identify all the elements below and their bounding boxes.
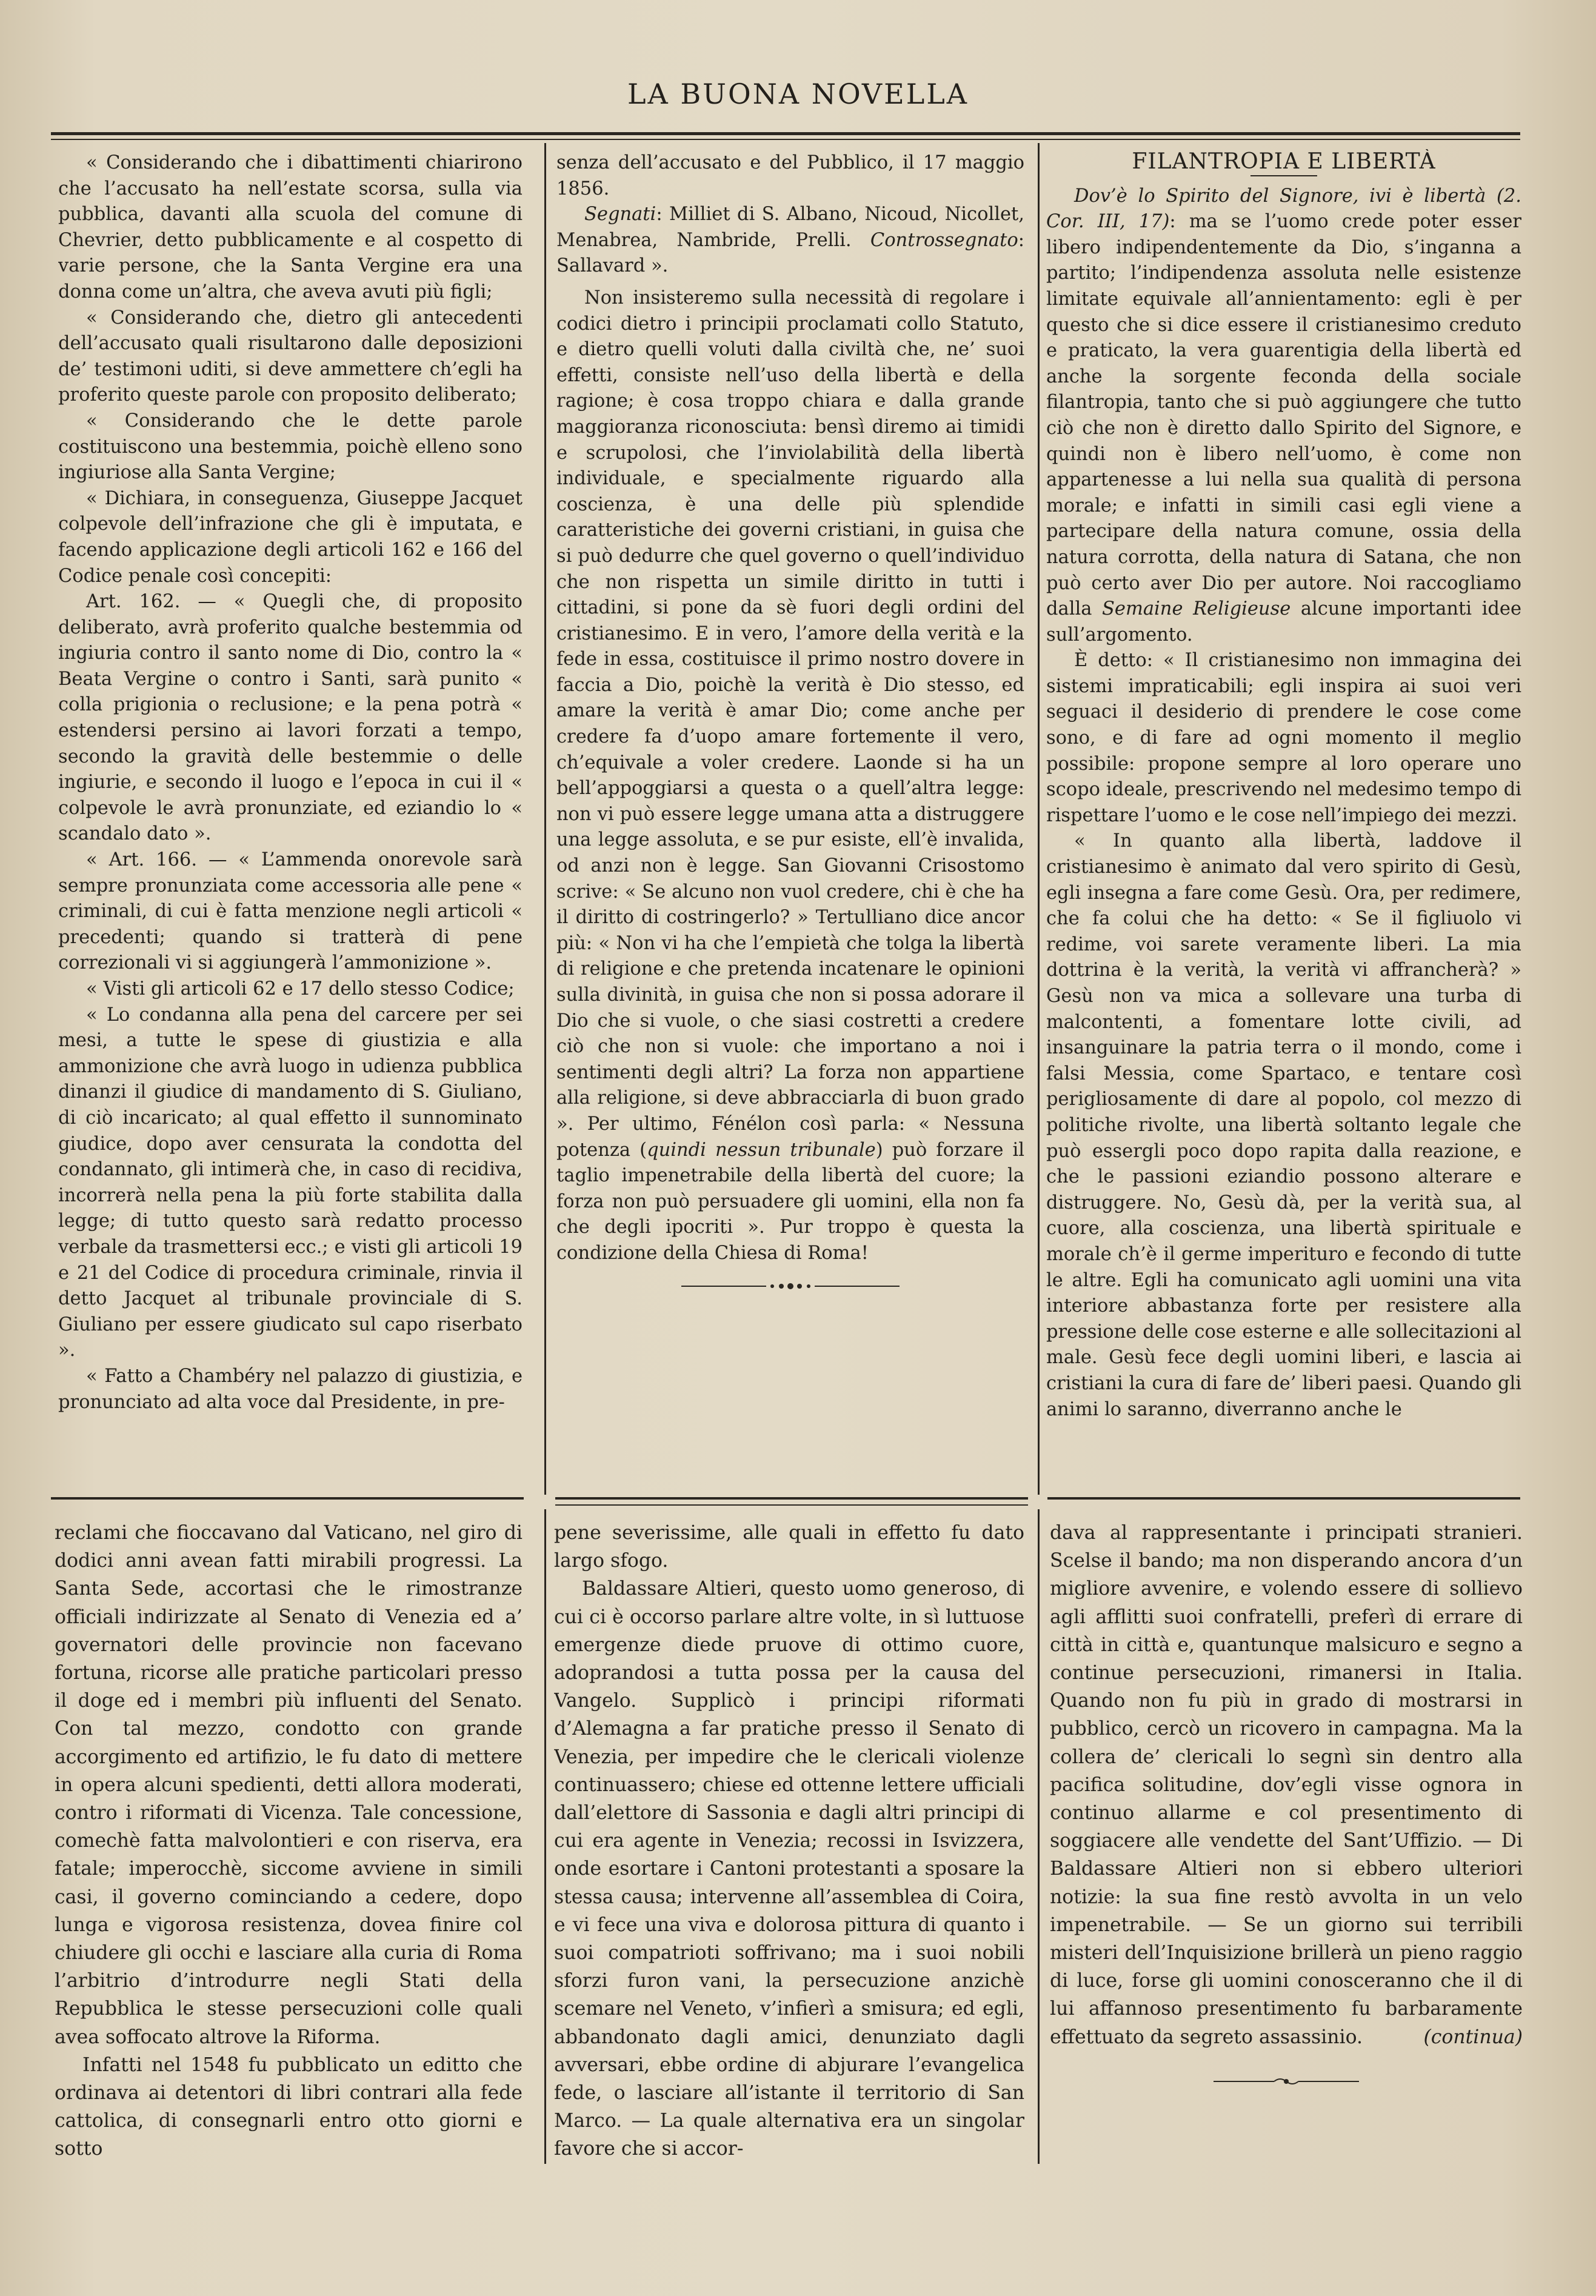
paragraph-text: : ma se l’uomo crede poter esser libero indipendentemente da Dio, s’inganna a partito; l’indipendenza assoluta nelle esistenze limitate equivale all’annientamento: egli è per questo che si dice essere il cristianesimo creduto e praticato, la vera guarentigia della libertà ed anche la sorgente feconda della sociale filantropia, tanto che si può aggiungere che tutto ciò che non è diretto dallo Spirito del Signore, e quindi non è libero nell’uomo, è come non appartenesse a lui nella sua qualità di persona morale; e infatti in simili casi egli viene a partecipare della natura comune, ossia della natura corrotta, della natura di Satana, che non può certo aver Dio per autore. Noi raccogliamo dalla xyxy=(1046,211,1521,620)
paragraph: pene severissime, alle quali in effetto fu dato largo sfogo. xyxy=(554,1522,1024,1572)
paragraph xyxy=(556,285,1024,1267)
paragraph-text: Non insisteremo sulla necessità di regolare i codici dietro i principii proclamati collo Statuto, e dietro quelli voluti dalla civiltà che, ne’ suoi effetti, consiste nell’uso della libertà e della ragione; è cosa troppo chiara e dalla grande maggioranza riconosciuta: bensì diremo ai timidi e scrupolosi, che l’inviolabilità della libertà individuale, e specialmente riguardo alla coscienza, è una delle più splendide caratteristiche dei governi cristiani, in guisa che si può dedurre che quel governo o quell’individuo che non rispetta un simile diritto in tutti i cittadini, si pone da sè fuori degli ordini del cristianesimo. E in vero, l’amore della verità e la fede in essa, costituisce il primo nostro dovere in faccia a Dio, poichè la verità è Dio stesso, ed amare la verità è amar Dio; come anche per credere fa d’uopo amare fortemente il vero, ch’equivale a voler credere. Laonde si ha un bell’appoggiarsi a questa o a quell’altra legge: non vi può essere legge umana atta a distruggere una legge assoluta, e se pur esiste, ell’è invalida, od anzi non è legge. San Giovanni Crisostomo scrive: « Se alcuno non vuol credere, chi è che ha il diritto di costringerlo? » Tertulliano dice ancor più: « Non vi ha che l’empietà che tolga la libertà di religione e che pretenda incatenare le opinioni sulla divinità, in guisa che non si possa adorare il Dio che si vuole, o che siasi costretti a credere ciò che non si vuole: che importano a noi i sentimenti degli altri? La forza non appartiene alla religione, si deve abbracciarla di buon grado ». Per ultimo, Fénélon così parla: « Nessuna potenza ( xyxy=(556,287,1024,1161)
ornament-divider xyxy=(681,1280,900,1292)
paragraph: « Art. 166. — « L’ammenda onorevole sarà sempre pronunziata come accessoria alle pene « criminali, di cui è fatta menzione negli articoli « precedenti; quando si tratterà di pene correzionali vi si aggiungerà l’ammonizione ». xyxy=(58,849,523,974)
lower-column-3 xyxy=(1050,1519,1523,2168)
paragraph: « Considerando che, dietro gli antecedenti dell’accusato quali risultarono dalle deposizioni de’ testimoni uditi, si deve ammettere ch’egli ha proferito queste parole con proposito deliberato; xyxy=(58,307,523,406)
ornament-end xyxy=(1214,2075,1359,2087)
header-rule-thin xyxy=(51,139,1520,140)
lower-column-1 xyxy=(55,1519,523,2168)
column-divider-2 xyxy=(1038,143,1040,1495)
section-rule-1 xyxy=(51,1497,524,1500)
paragraph: « Lo condanna alla pena del carcere per sei mesi, a tutte le spese di giustizia e alla ammonizione che avrà luogo in udienza pubblica dinanzi il giudice di mandamento di S. Giuliano, di ciò incaricato; al qual effetto il sunnominato giudice, dopo aver censurata la condotta del condannato, gli intimerà che, in caso di recidiva, incorrerà nella pena la più forte stabilita dalla legge; di tutto questo sarà redatto processo verbale da trasmettersi ecc.; e visti gli articoli 19 e 21 del Codice di procedura criminale, rinvia il detto Jacquet al tribunale provinciale di S. Giuliano per essere giudicato sul capo riserbato ». xyxy=(58,1004,523,1361)
paragraph: Art. 162. — « Quegli che, di proposito deliberato, avrà proferito qualche bestemmia od ingiuria contro il santo nome di Dio, contro la « Beata Vergine o contro i Santi, sarà punito « colla prigionia o reclusione; e la pena potrà « estendersi persino ai lavori forzati a tempo, secondo la gravità delle bestemmie o delle ingiurie, e secondo il luogo e l’epoca in cui il « colpevole le avrà pronunziate, ed eziandio lo « scandalo dato ». xyxy=(58,591,523,845)
signatures xyxy=(556,202,1024,279)
section-title: FILANTROPIA E LIBERTÀ xyxy=(1132,149,1436,174)
paragraph: « Fatto a Chambéry nel palazzo di giustizia, e pronunciato ad alta voce dal Presidente, in pre- xyxy=(58,1365,523,1413)
lower-column-2 xyxy=(554,1519,1024,2168)
epigraph-paragraph xyxy=(1046,184,1521,649)
paragraph-text: dava al rappresentante i principati stranieri. Scelse il bando; ma non disperando ancora d’un migliore avvenire, e volendo essere di sollievo agli afflitti suoi confratelli, preferì di errare di città in città e, quantunque malsicuro e segno a continue persecuzioni, rimanersi in Italia. Quando non fu più in grado di mostrarsi in pubblico, cercò un ricovero in campagna. Ma la collera de’ clericali lo segnì sin dentro alla pacifica solitudine, dov’egli visse ognora in continuo allarme e col presentimento di soggiacere alle vendette del Sant’Uffizio. — Di Baldassare Altieri non si ebbero ulteriori notizie: la sua fine restò avvolta in un velo impenetrabile. — Se un giorno sui terribili misteri dell’Inquisizione brillerà un pieno raggio di luce, forse gli uomini conosceranno che il di lui affannoso presentimento fu barbaramente effettuato da segreto assassinio. xyxy=(1050,1522,1523,2048)
countersigned-label: Controssegnato xyxy=(870,229,1018,251)
paragraph: « In quanto alla libertà, laddove il cristianesimo è animato dal vero spirito di Gesù, egli insegna a fare come Gesù. Ora, per redimere, che fa colui che ha detto: « Se il figliuolo vi redime, voi sarete veramente liberi. La mia dottrina è la verità, la verità vi affrancherà? » Gesù non va mica a sollevare una turba di malcontenti, a fomentare lotte civili, ad insanguinare la patria terra o il mondo, come i falsi Messia, come Spartaco, e tentare così perigliosamente di dare al popolo, col mezzo di politiche rivolte, una libertà soltanto legale che può essergli poco dopo rapita dalla reazione, e che le passioni eziandio possono alterare e distruggere. No, Gesù dà, per la verità sua, al cuore, alla coscienza, una libertà spirituale e morale ch’è il germe imperituro e fecondo di tutte le altre. Egli ha comunicato agli uomini una vita interiore abbastanza forte per resistere alla pressione delle cose esterne e alle sollecitazioni al male. Gesù fece degli uomini liberi, e lascia ai cristiani la cura di fare de’ liberi paesi. Quando gli animi lo saranno, diverranno anche le xyxy=(1046,830,1521,1420)
signed-names: : Milliet di S. Albano, Nicoud, Nicollet, Menabrea, Nambride, Prelli. xyxy=(556,204,1024,251)
column-divider-lower-2 xyxy=(1038,1509,1040,2164)
upper-column-1 xyxy=(58,150,523,1481)
title-rule xyxy=(1250,175,1317,176)
paragraph: reclami che fioccavano dal Vaticano, nel giro di dodici anni avean fatti mirabili progressi. La Santa Sede, accortasi che le rimostranze officiali indirizzate al Senato di Venezia ed a’ governatori delle provincie non facevano fortuna, ricorse alle pratiche particolari presso il doge ed i membri più influenti del Senato. Con tal mezzo, condotto con grande accorgimento ed artifizio, le fu dato di mettere in opera alcuni spedienti, detti allora moderati, contro i riformati di Vicenza. Tale concessione, comechè fatta malvolontieri e con riserva, era fatale; imperocchè, siccome avviene in simili casi, il governo cominciando a cedere, dopo lunga e vigorosa resistenza, dovea finire col chiudere gli occhi e lasciare alla curia di Roma l’arbitrio d’introdurre negli Stati della Repubblica le stesse persecuzioni colle quali avea soffocato altrove la Riforma. xyxy=(55,1522,523,2048)
section-rule-3 xyxy=(1047,1497,1520,1500)
signed-label: Segnati xyxy=(584,204,656,225)
upper-column-2 xyxy=(556,150,1024,1481)
continued-label: (continua) xyxy=(1423,2026,1523,2048)
paragraph: « Considerando che i dibattimenti chiarirono che l’accusato ha nell’estate scorsa, sulla via pubblica, davanti alla scuola del comune di Chevrier, detto pubblicamente e al cospetto di varie persone, che la Santa Vergine era una donna come un’altra, che aveva avuti più figli; xyxy=(58,152,523,302)
paragraph xyxy=(1050,1519,1523,2051)
paragraph: « Considerando che le dette parole costituiscono una bestemmia, poichè elleno sono ingiuriose alla Santa Vergine; xyxy=(58,410,523,484)
italic-phrase: quindi nessun tribunale xyxy=(647,1139,876,1161)
upper-column-3 xyxy=(1046,149,1521,1483)
paragraph-text-end: alcune importanti idee sull’argomento. xyxy=(1046,598,1521,646)
header-rule xyxy=(51,132,1520,135)
countersigned-name: : Sallavard ». xyxy=(556,229,1024,277)
paragraph: È detto: « Il cristianesimo non immagina dei sistemi impraticabili; egli inspira ai suoi veri seguaci il desiderio di prendere le cose come sono, e di fare ad ogni momento il meglio possibile: propone sempre al loro operare uno scopo ideale, prescrivendo nel medesimo tempo di rispettare l’uomo e le cose nell’impiego dei mezzi. xyxy=(1046,650,1521,826)
paragraph: « Visti gli articoli 62 e 17 dello stesso Codice; xyxy=(86,978,515,999)
paragraph: « Dichiara, in conseguenza, Giuseppe Jacquet colpevole dell’infrazione che gli è imputata, e facendo applicazione degli articoli 162 e 166 del Codice penale così concepiti: xyxy=(58,487,523,587)
section-rule-thin xyxy=(555,1504,1028,1506)
paragraph: Infatti nel 1548 fu pubblicato un editto che ordinava ai detentori di libri contrari alla fede cattolica, di consegnarli entro otto giorni e sotto xyxy=(55,2054,523,2160)
section-rule-2 xyxy=(555,1497,1028,1500)
column-divider-1 xyxy=(544,143,546,1495)
paragraph-text-end: ) può forzare il taglio impenetrabile della libertà del cuore; la forza non può persuadere gli uomini, ella non fa che degli ipocriti ». Pur troppo è questa la condizione della Chiesa di Roma! xyxy=(556,1139,1024,1264)
column-divider-lower-1 xyxy=(544,1509,546,2164)
paragraph: Baldassare Altieri, questo uomo generoso, di cui ci è occorso parlare altre volte, in sì luttuose emergenze diede pruove di ottimo cuore, adoprandosi a tutta possa per la causa del Vangelo. Supplicò i principi riformati d’Alemagna a far pratiche presso il Senato di Venezia, per impedire che le clericali violenze continuassero; chiese ed ottenne lettere ufficiali dall’elettore di Sassonia e dagli altri principi di cui era agente in Venezia; recossi in Isvizzera, onde esortare i Cantoni protestanti a sposare la stessa causa; intervenne all’assemblea di Coira, e vi fece una viva e dolorosa pittura di quanto i suoi compatrioti soffrivano; ma i suoi nobili sforzi furon vani, la persecuzione anzichè scemare nel Veneto, v’infierì a smisura; ed egli, abbandonato dagli amici, denunziato dagli avversari, ebbe ordine di abjurare l’evangelica fede, o lasciare all’istante il territorio di San Marco. — La quale alternativa era un singolar favore che si accor- xyxy=(554,1578,1024,2160)
masthead: LA BUONA NOVELLA xyxy=(627,78,969,110)
journal-name: Semaine Religieuse xyxy=(1102,598,1291,620)
continuation-text: senza dell’accusato e del Pubblico, il 17 maggio 1856. xyxy=(556,152,1024,199)
epigraph-reference: (2. Cor. III, 17) xyxy=(1046,185,1521,233)
epigraph: Dov’è lo Spirito del Signore, ivi è libertà xyxy=(1074,185,1486,207)
